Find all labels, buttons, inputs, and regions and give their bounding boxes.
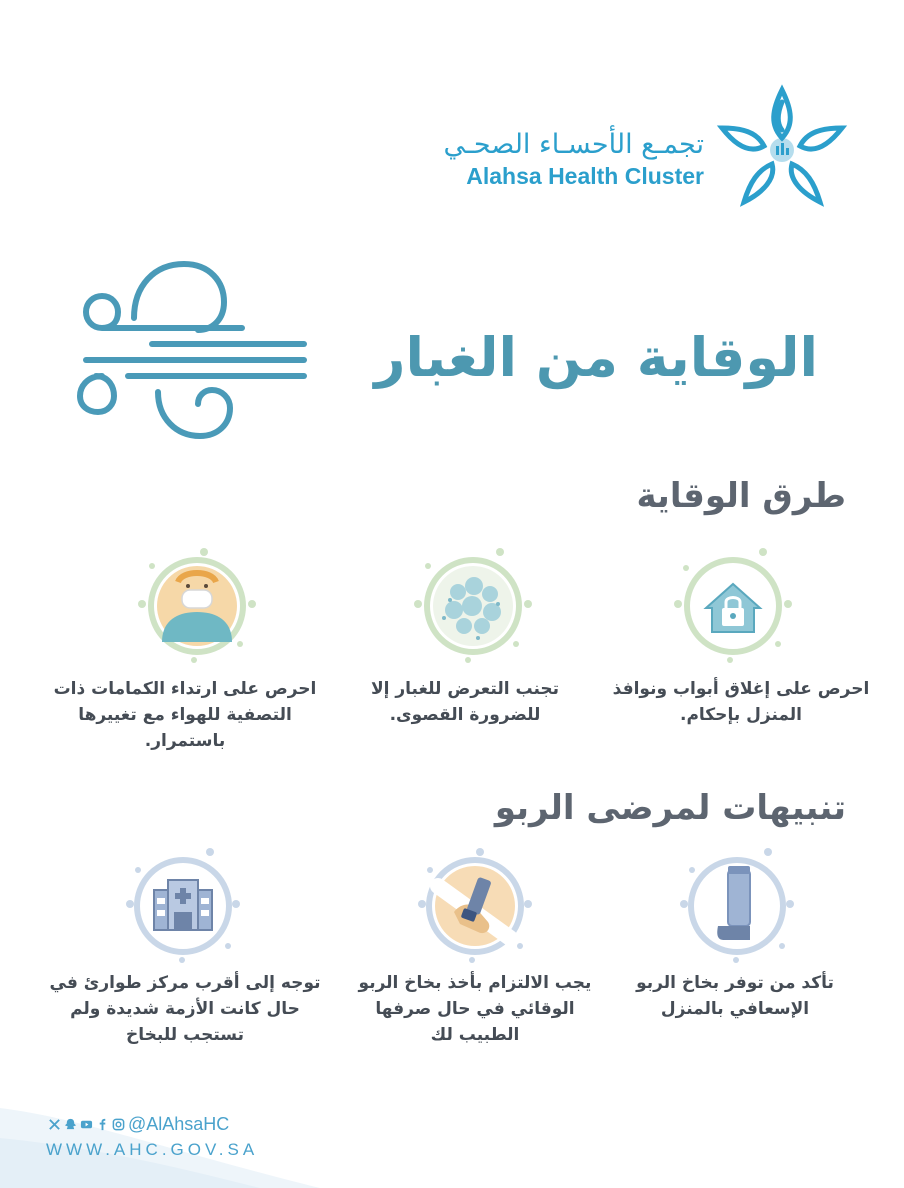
- instagram-icon[interactable]: [112, 1118, 125, 1131]
- footer-social: [48, 1114, 229, 1135]
- footer-handle[interactable]: @AlAhsaHC: [128, 1114, 230, 1134]
- hand-inhaler-icon: [410, 846, 540, 966]
- snapchat-icon[interactable]: [64, 1118, 77, 1131]
- page-title: الوقاية من الغبار: [374, 326, 818, 389]
- asthma-caption-1: تأكد من توفر بخاخ الربو الإسعافي بالمنزل: [636, 973, 834, 1019]
- prevention-caption-3: احرص على ارتداء الكمامات ذات التصفية للهواء مع تغييرها باستمرار.: [53, 679, 317, 751]
- facebook-icon[interactable]: [96, 1118, 109, 1131]
- prevention-caption-1: احرص على إغلاق أبواب ونوافذ المنزل بإحكام.: [612, 679, 870, 725]
- inhaler-icon: [672, 846, 802, 966]
- hospital-icon: [118, 846, 248, 966]
- brand-name-ar: تجمـع الأحسـاء الصحـي: [443, 129, 704, 160]
- footer-website[interactable]: WWW.AHC.GOV.SA: [46, 1140, 259, 1159]
- x-icon[interactable]: [48, 1118, 61, 1131]
- asthma-caption-2: يجب الالتزام بأخذ بخاخ الربو الوقائي في حال صرفها الطبيب لك: [358, 973, 592, 1045]
- wind-icon: [72, 256, 312, 442]
- house-lock-icon: [668, 546, 798, 666]
- asthma-section-title: تنبيهات لمرضى الربو: [494, 788, 846, 828]
- brand-text: [443, 128, 704, 190]
- brand-logo-icon: [712, 80, 852, 212]
- prevention-caption-2: تجنب التعرض للغبار إلا للضرورة القصوى.: [370, 679, 560, 725]
- youtube-icon[interactable]: [80, 1118, 93, 1131]
- asthma-caption-3: توجه إلى أقرب مركز طوارئ في حال كانت الأزمة شديدة ولم تستجب للبخاخ: [49, 973, 321, 1045]
- face-mask-icon: [132, 546, 262, 666]
- prevention-section-title: طرق الوقاية: [636, 476, 846, 516]
- dust-particles-icon: [408, 546, 538, 666]
- brand-name-en: Alahsa Health Cluster: [466, 163, 704, 189]
